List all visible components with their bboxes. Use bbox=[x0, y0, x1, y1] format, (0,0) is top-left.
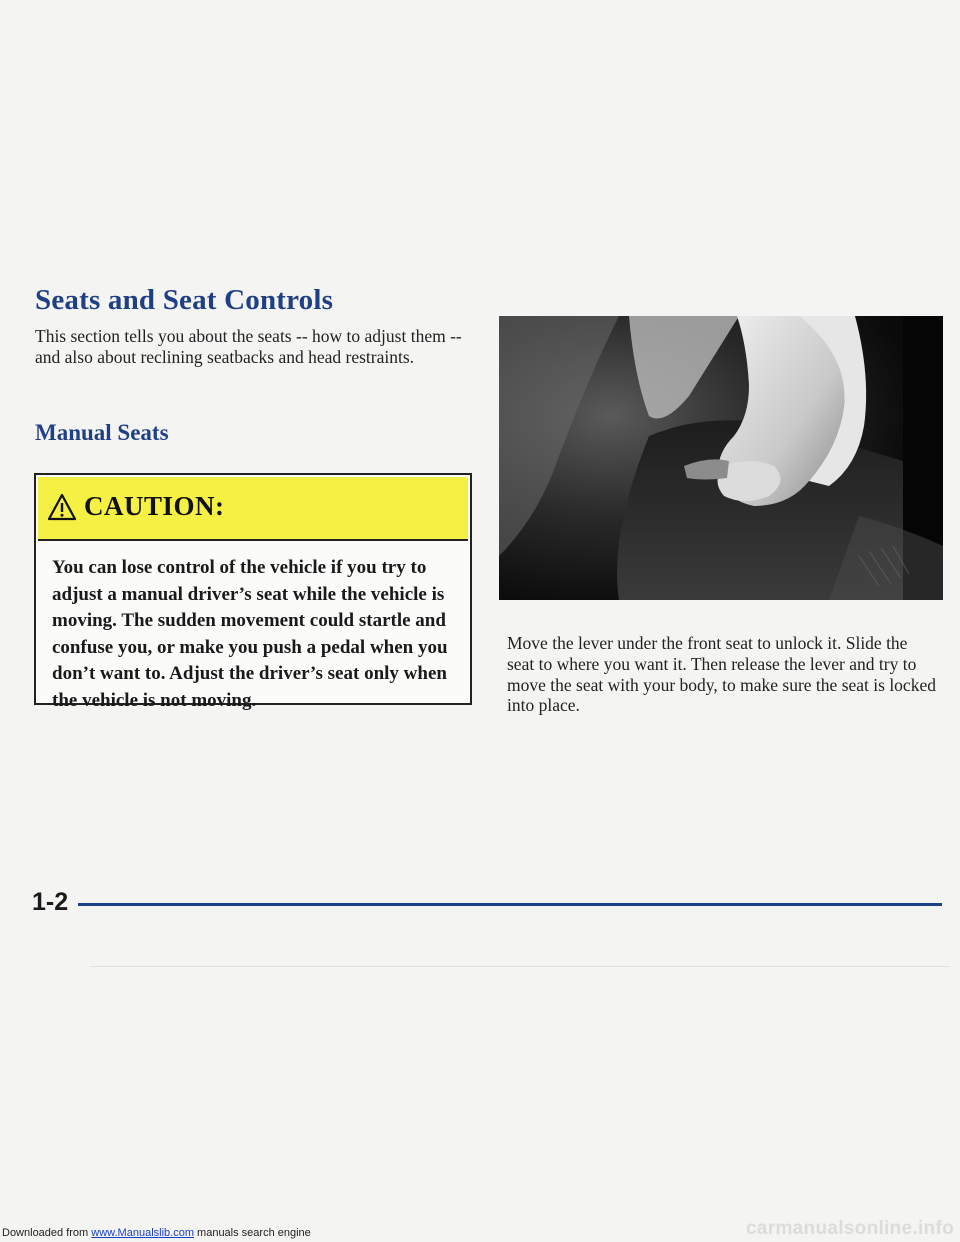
caution-label: CAUTION: bbox=[84, 491, 225, 521]
caution-text: You can lose control of the vehicle if you try to adjust a manual driver’s seat while the vehicle is moving. The sudden movement could startle and confuse you, or make you push a pedal when you don’t want to. Adjust the driver’s seat only when the vehicle is not moving. bbox=[52, 557, 448, 711]
warning-triangle-icon bbox=[47, 493, 77, 521]
page-number: 1-2 bbox=[32, 888, 69, 916]
section-intro: This section tells you about the seats -- how to adjust them -- and also about reclining seatbacks and head restraints. bbox=[35, 326, 462, 367]
section-title: Seats and Seat Controls bbox=[35, 284, 334, 316]
footer-rule bbox=[78, 903, 942, 906]
hand-on-seat-lever-photo bbox=[499, 316, 943, 600]
caution-header bbox=[38, 477, 468, 541]
watermark: carmanualsonline.info bbox=[746, 1218, 954, 1239]
scan-artifact-line bbox=[90, 966, 950, 967]
body-text: Move the lever under the front seat to unlock it. Slide the seat to where you want it. Then release the lever and try to move the seat with your body, to make sure the seat is locked into place. bbox=[507, 633, 936, 716]
download-prefix: Downloaded from bbox=[2, 1227, 92, 1239]
download-credit bbox=[2, 1227, 311, 1239]
subsection-title: Manual Seats bbox=[35, 420, 169, 445]
download-suffix: manuals search engine bbox=[193, 1227, 311, 1239]
caution-box bbox=[34, 473, 472, 711]
manualslib-link[interactable]: www.Manualslib.com bbox=[91, 1227, 194, 1239]
